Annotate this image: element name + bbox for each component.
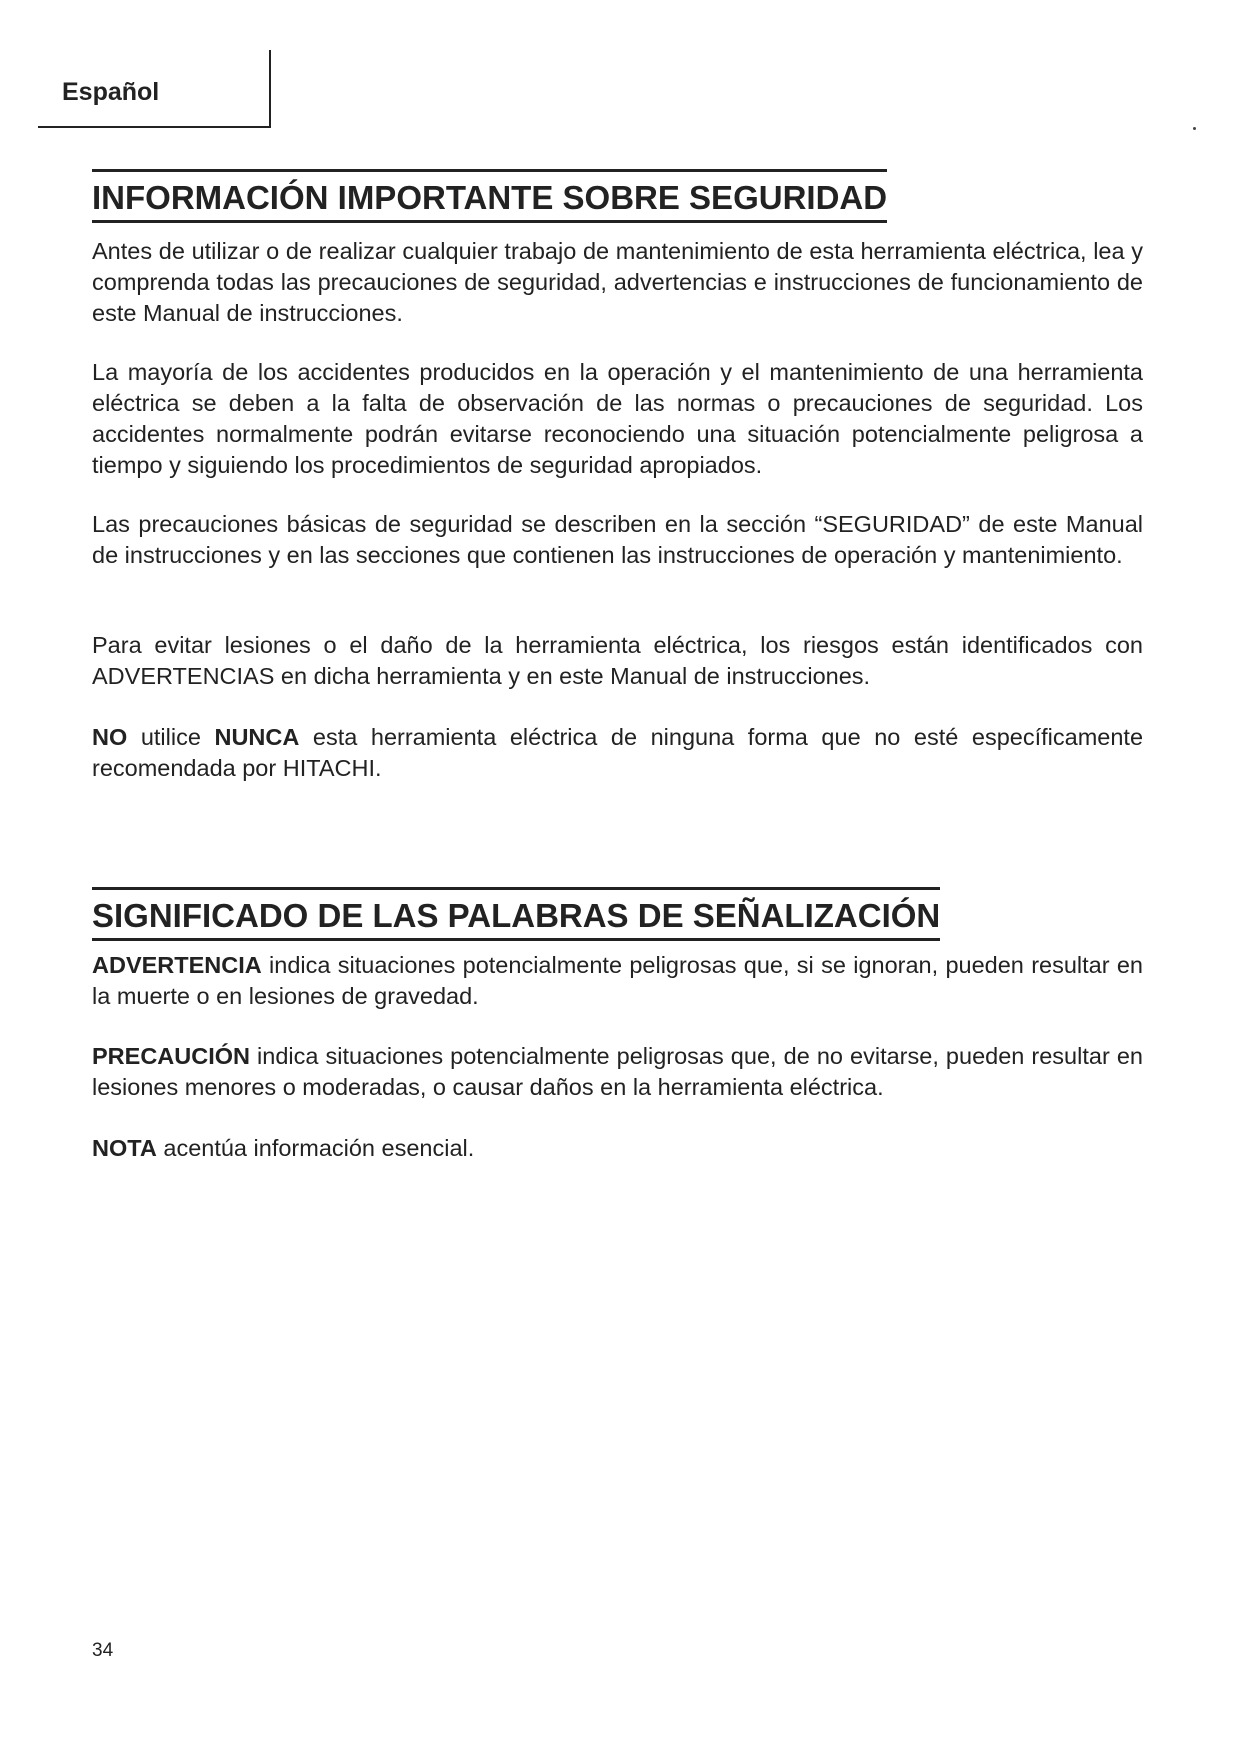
paragraph-never-use: [92, 722, 1143, 784]
definition-warning: [92, 950, 1143, 1012]
paragraph-warnings: Para evitar lesiones o el daño de la herramienta eléctrica, los riesgos están identificados con ADVERTENCIAS en dicha herramienta y en este Manual de instrucciones.: [92, 632, 1143, 689]
paragraph-basic-precautions: Las precauciones básicas de seguridad se describen en la sección “SEGURIDAD” de este Manual de instrucciones y en las secciones que contienen las instrucciones de operación y mantenimiento.: [92, 511, 1143, 568]
paragraph-accidents: La mayoría de los accidentes producidos en la operación y el mantenimiento de una herramienta eléctrica se deben a la falta de observación de las normas o precauciones de seguridad. Los accidentes normalmente podrán evitarse reconociendo una situación potencialmente peligrosa a tiempo y siguiendo los procedimientos de seguridad apropiados.: [92, 359, 1143, 478]
term-warning: ADVERTENCIA: [92, 952, 262, 978]
bold-no: NO: [92, 724, 128, 750]
text-warning: indica situaciones potencialmente peligrosas que, si se ignoran, pueden resultar en la muerte o en lesiones de gravedad.: [92, 952, 1143, 1009]
page-number: 34: [92, 1640, 114, 1661]
language-label: Español: [62, 78, 160, 106]
definition-note: [92, 1133, 1143, 1164]
text-utilice: utilice: [127, 724, 215, 750]
term-note: NOTA: [92, 1135, 157, 1161]
term-caution: PRECAUCIÓN: [92, 1043, 250, 1069]
section-title-safety: INFORMACIÓN IMPORTANTE SOBRE SEGURIDAD: [92, 169, 887, 223]
text-caution: indica situaciones potencialmente peligrosas que, de no evitarse, pueden resultar en lesiones menores o moderadas, o causar daños en la herramienta eléctrica.: [92, 1043, 1143, 1100]
bold-nunca: NUNCA: [214, 724, 300, 750]
scan-dot: [1193, 127, 1196, 130]
section-title-signal-words: SIGNIFICADO DE LAS PALABRAS DE SEÑALIZACIÓN: [92, 887, 940, 941]
text-note: acentúa información esencial.: [156, 1135, 475, 1161]
definition-caution: [92, 1041, 1143, 1103]
paragraph-intro: Antes de utilizar o de realizar cualquier trabajo de mantenimiento de esta herramienta eléctrica, lea y comprenda todas las precauciones de seguridad, advertencias e instrucciones de funcionamiento de este Manual de instrucciones.: [92, 238, 1143, 326]
text-rest: esta herramienta eléctrica de ninguna forma que no esté específicamente recomendada por HITACHI.: [92, 724, 1144, 781]
